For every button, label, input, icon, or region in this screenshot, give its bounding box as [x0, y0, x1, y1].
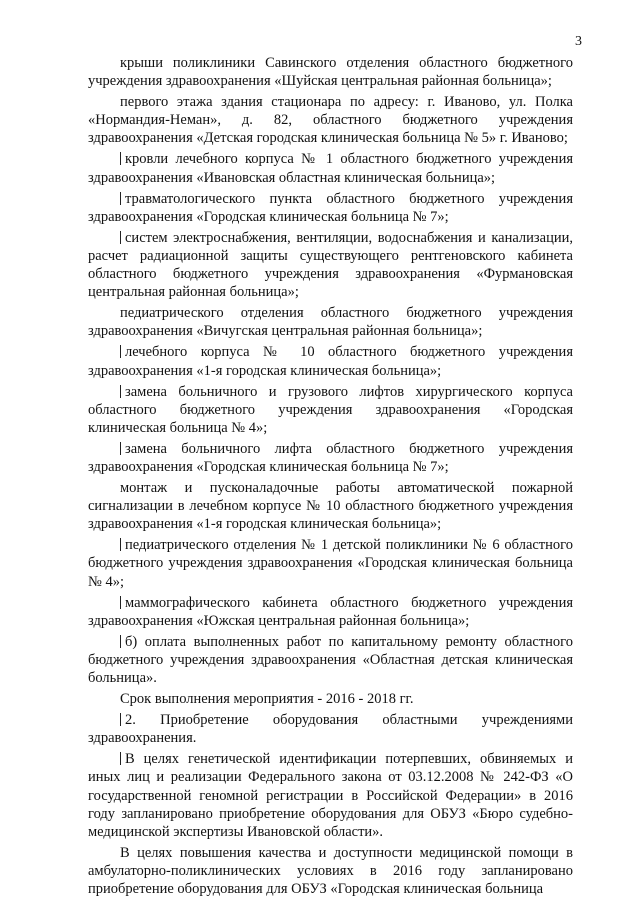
paragraph-text: первого этажа здания стационара по адресу: г. Иваново, ул. Полка «Нормандия-Неман», д. 82, областного бюджетного учреждения здравоохранения «Детская городская клиническая больница № 5» г. Иваново;: [88, 94, 573, 147]
paragraph-text: В целях генетической идентификации потерпевших, обвиняемых и иных лиц и реализации Федерального закона от 03.12.2008 № 242-ФЗ «О государственной геномной регистрации в Российской Федерации» в 2016 году запланировано приобретение оборудования для ОБУЗ «Бюро судебно-медицинской экспертизы Ивановской области».: [88, 751, 573, 840]
page-number: 3: [575, 34, 582, 49]
margin-mark: [120, 596, 121, 609]
paragraph-text: лечебного корпуса № 10 областного бюджетного учреждения здравоохранения «1-я городская клиническая больница»;: [88, 344, 573, 379]
paragraph: [88, 750, 573, 840]
section-heading: [88, 711, 573, 747]
paragraph-text: кровли лечебного корпуса № 1 областного бюджетного учреждения здравоохранения «Ивановская областная клиническая больница»;: [88, 151, 573, 186]
paragraph: [88, 479, 573, 533]
paragraph-text: маммографического кабинета областного бюджетного учреждения здравоохранения «Южская центральная районная больница»;: [88, 594, 573, 629]
paragraph: [88, 440, 573, 476]
paragraph: [88, 150, 573, 186]
paragraph: [88, 633, 573, 687]
paragraph: [88, 54, 573, 90]
paragraph-text: педиатрического отделения № 1 детской поликлиники № 6 областного бюджетного учреждения здравоохранения «Городская клиническая больница № 4»;: [88, 537, 573, 590]
paragraph: [88, 690, 573, 708]
margin-mark: [120, 538, 121, 551]
margin-mark: [120, 752, 121, 765]
paragraph: [88, 536, 573, 590]
margin-mark: [120, 231, 121, 244]
margin-mark: [120, 442, 121, 455]
margin-mark: [120, 385, 121, 398]
paragraph: [88, 229, 573, 301]
paragraph-text: б) оплата выполненных работ по капитальному ремонту областного бюджетного учреждения здравоохранения «Областная детская клиническая больница».: [88, 633, 573, 686]
margin-mark: [120, 192, 121, 205]
paragraph: [88, 844, 573, 898]
paragraph-text: замена больничного и грузового лифтов хирургического корпуса областного бюджетного учреждения здравоохранения «Городская клиническая больница № 4»;: [88, 383, 573, 436]
margin-mark: [120, 345, 121, 358]
paragraph-text: В целях повышения качества и доступности медицинской помощи в амбулаторно-поликлинических условиях в 2016 году запланировано приобретение оборудования для ОБУЗ «Городская клиническая больница: [88, 844, 573, 898]
paragraph-text: крыши поликлиники Савинского отделения областного бюджетного учреждения здравоохранения «Шуйская центральная районная больница»;: [88, 55, 573, 90]
paragraph-text: систем электроснабжения, вентиляции, водоснабжения и канализации, расчет радиационной защиты существующего рентгеновского кабинета областного бюджетного учреждения здравоохранения «Фурмановская центральная районная больница»;: [88, 229, 573, 301]
paragraph-text: замена больничного лифта областного бюджетного учреждения здравоохранения «Городская клиническая больница № 7»;: [88, 440, 573, 475]
paragraph: [88, 383, 573, 437]
paragraph: [88, 304, 573, 340]
paragraph-text: 2. Приобретение оборудования областными учреждениями здравоохранения.: [88, 712, 573, 747]
margin-mark: [120, 713, 121, 726]
paragraph: [88, 343, 573, 379]
document-body: [88, 54, 573, 898]
paragraph-text: Срок выполнения мероприятия - 2016 - 2018 гг.: [120, 691, 414, 708]
paragraph: [88, 93, 573, 147]
margin-mark: [120, 152, 121, 165]
paragraph-text: травматологического пункта областного бюджетного учреждения здравоохранения «Городская клиническая больница № 7»;: [88, 190, 573, 225]
paragraph-text: педиатрического отделения областного бюджетного учреждения здравоохранения «Вичугская центральная районная больница»;: [88, 305, 573, 340]
margin-mark: [120, 635, 121, 648]
paragraph: [88, 190, 573, 226]
paragraph: [88, 594, 573, 630]
paragraph-text: монтаж и пусконаладочные работы автоматической пожарной сигнализации в лечебном корпусе № 10 областного бюджетного учреждения здравоохранения «1-я городская клиническая больница»;: [88, 480, 573, 533]
